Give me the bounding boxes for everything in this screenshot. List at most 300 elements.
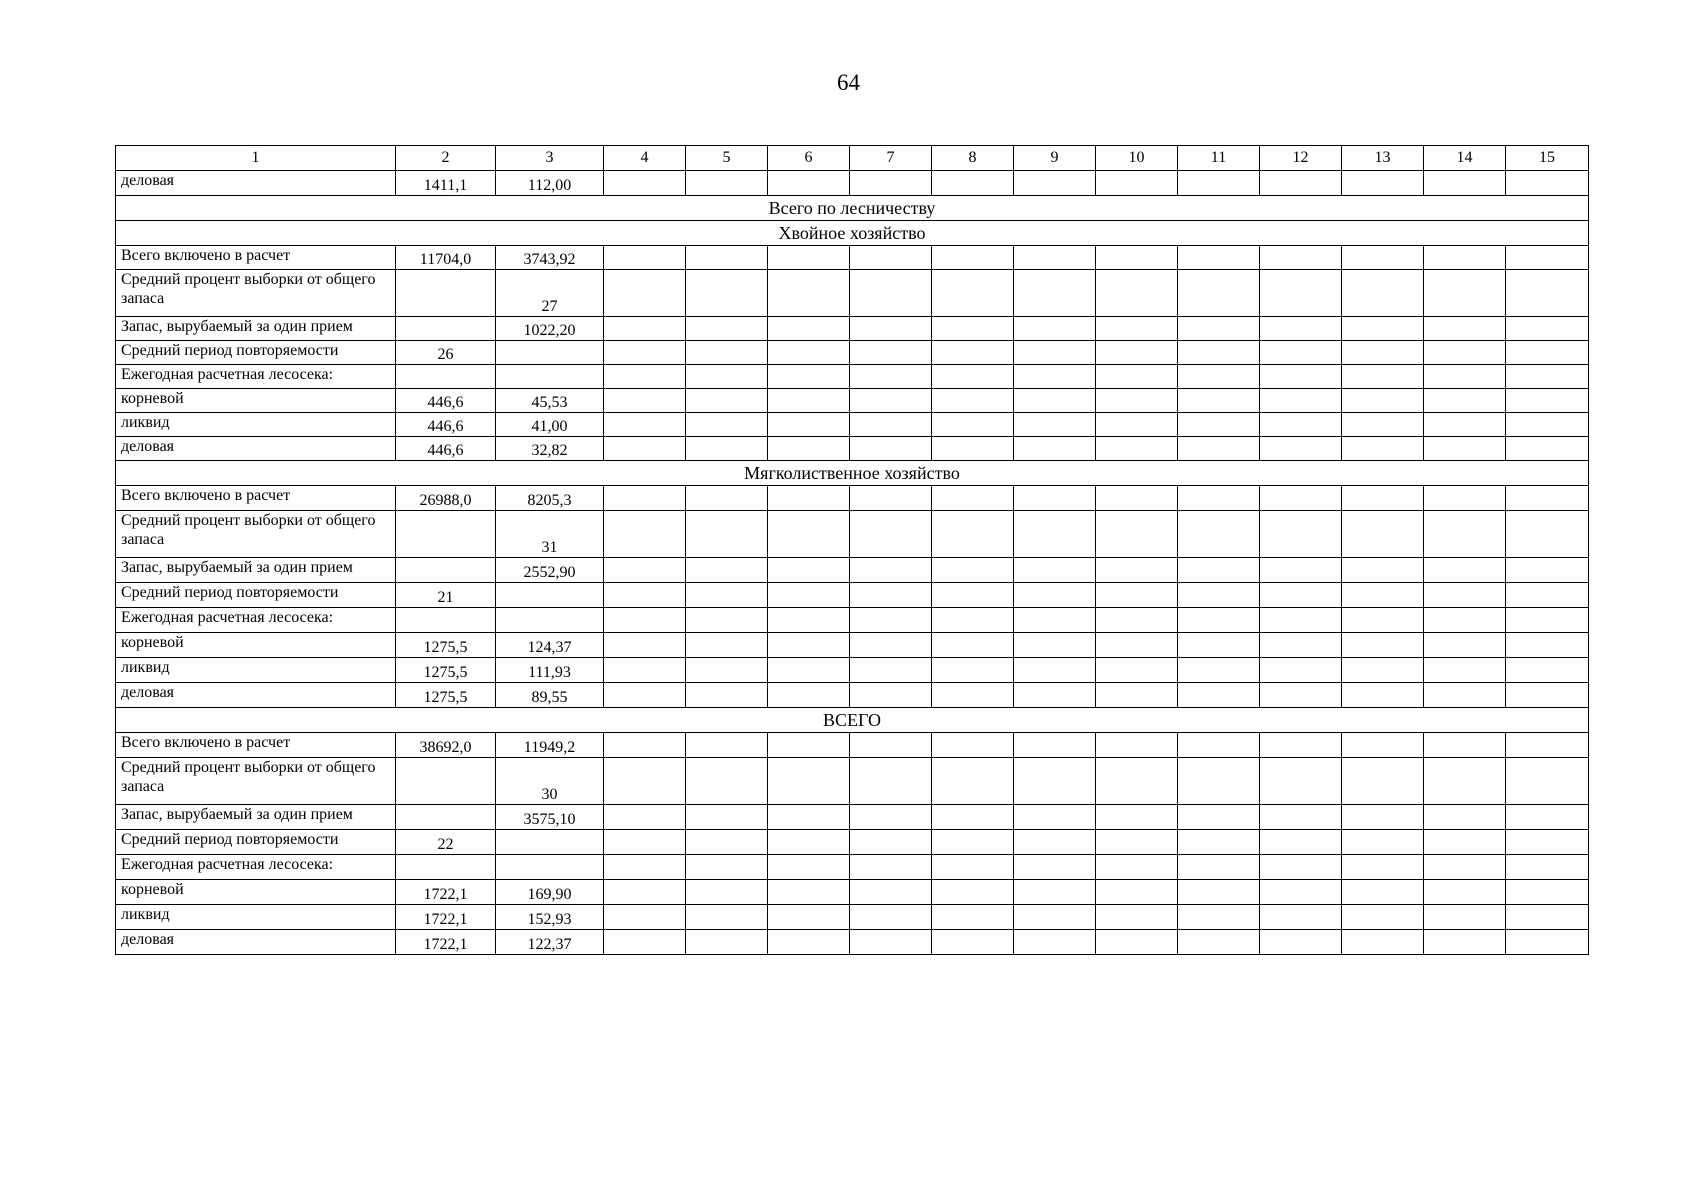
- empty-cell: [1506, 486, 1589, 511]
- empty-cell: [1506, 733, 1589, 758]
- value-cell-c3: 3743,92: [496, 246, 604, 270]
- table-row: [116, 583, 1589, 608]
- empty-cell: [1260, 511, 1342, 558]
- section-title: Хвойное хозяйство: [116, 221, 1589, 246]
- empty-cell: [1178, 511, 1260, 558]
- empty-cell: [1506, 608, 1589, 633]
- empty-cell: [1178, 558, 1260, 583]
- empty-cell: [1096, 583, 1178, 608]
- table-row: [116, 758, 1589, 805]
- empty-cell: [686, 171, 768, 196]
- empty-cell: [604, 658, 686, 683]
- section-header-row: [116, 221, 1589, 246]
- empty-cell: [850, 830, 932, 855]
- empty-cell: [850, 511, 932, 558]
- value-cell-c3: [496, 608, 604, 633]
- empty-cell: [1014, 830, 1096, 855]
- empty-cell: [768, 413, 850, 437]
- empty-cell: [932, 341, 1014, 365]
- header-cell: 14: [1424, 146, 1506, 171]
- empty-cell: [1506, 880, 1589, 905]
- empty-cell: [1506, 683, 1589, 708]
- empty-cell: [1014, 437, 1096, 461]
- empty-cell: [768, 558, 850, 583]
- empty-cell: [604, 930, 686, 955]
- empty-cell: [1096, 733, 1178, 758]
- empty-cell: [1096, 830, 1178, 855]
- empty-cell: [1506, 413, 1589, 437]
- empty-cell: [1424, 608, 1506, 633]
- empty-cell: [768, 905, 850, 930]
- empty-cell: [1424, 558, 1506, 583]
- value-cell-c3: [496, 855, 604, 880]
- value-cell-c3: 31: [496, 511, 604, 558]
- empty-cell: [932, 437, 1014, 461]
- empty-cell: [1342, 246, 1424, 270]
- value-cell-c3: 112,00: [496, 171, 604, 196]
- empty-cell: [932, 758, 1014, 805]
- empty-cell: [1342, 758, 1424, 805]
- value-cell-c3: 41,00: [496, 413, 604, 437]
- empty-cell: [1506, 758, 1589, 805]
- empty-cell: [1178, 830, 1260, 855]
- row-label: Всего включено в расчет: [116, 486, 396, 511]
- empty-cell: [1506, 341, 1589, 365]
- empty-cell: [1096, 930, 1178, 955]
- empty-cell: [932, 389, 1014, 413]
- row-label: Средний период повторяемости: [116, 830, 396, 855]
- empty-cell: [850, 758, 932, 805]
- empty-cell: [1424, 658, 1506, 683]
- value-cell-c3: 27: [496, 270, 604, 317]
- empty-cell: [1342, 171, 1424, 196]
- empty-cell: [850, 341, 932, 365]
- empty-cell: [768, 341, 850, 365]
- empty-cell: [1014, 658, 1096, 683]
- table-row: [116, 805, 1589, 830]
- row-label: Всего включено в расчет: [116, 246, 396, 270]
- empty-cell: [604, 389, 686, 413]
- header-cell: 4: [604, 146, 686, 171]
- section-header-row: [116, 196, 1589, 221]
- header-cell: 8: [932, 146, 1014, 171]
- value-cell-c2: 1722,1: [396, 880, 496, 905]
- header-cell: 10: [1096, 146, 1178, 171]
- empty-cell: [1506, 930, 1589, 955]
- empty-cell: [686, 880, 768, 905]
- empty-cell: [850, 733, 932, 758]
- value-cell-c3: [496, 341, 604, 365]
- empty-cell: [1342, 830, 1424, 855]
- empty-cell: [850, 930, 932, 955]
- value-cell-c2: 26: [396, 341, 496, 365]
- empty-cell: [932, 830, 1014, 855]
- empty-cell: [1424, 855, 1506, 880]
- empty-cell: [850, 633, 932, 658]
- empty-cell: [1260, 658, 1342, 683]
- empty-cell: [1342, 633, 1424, 658]
- header-cell: 1: [116, 146, 396, 171]
- empty-cell: [1178, 486, 1260, 511]
- empty-cell: [604, 437, 686, 461]
- empty-cell: [1260, 389, 1342, 413]
- empty-cell: [1178, 855, 1260, 880]
- table-row: [116, 511, 1589, 558]
- empty-cell: [1260, 413, 1342, 437]
- empty-cell: [686, 270, 768, 317]
- value-cell-c2: [396, 511, 496, 558]
- empty-cell: [604, 805, 686, 830]
- row-label: Запас, вырубаемый за один прием: [116, 558, 396, 583]
- empty-cell: [768, 608, 850, 633]
- empty-cell: [932, 733, 1014, 758]
- empty-cell: [1260, 733, 1342, 758]
- empty-cell: [1424, 805, 1506, 830]
- empty-cell: [1178, 930, 1260, 955]
- row-label: ликвид: [116, 658, 396, 683]
- empty-cell: [1342, 511, 1424, 558]
- empty-cell: [1424, 437, 1506, 461]
- empty-cell: [850, 805, 932, 830]
- empty-cell: [932, 880, 1014, 905]
- empty-cell: [768, 733, 850, 758]
- empty-cell: [1260, 341, 1342, 365]
- empty-cell: [850, 658, 932, 683]
- empty-cell: [1178, 246, 1260, 270]
- empty-cell: [1178, 758, 1260, 805]
- empty-cell: [768, 437, 850, 461]
- table-row: [116, 437, 1589, 461]
- empty-cell: [1260, 880, 1342, 905]
- empty-cell: [686, 246, 768, 270]
- row-label: Ежегодная расчетная лесосека:: [116, 365, 396, 389]
- empty-cell: [1424, 270, 1506, 317]
- empty-cell: [1260, 171, 1342, 196]
- table-row: [116, 633, 1589, 658]
- empty-cell: [1096, 486, 1178, 511]
- empty-cell: [1424, 583, 1506, 608]
- empty-cell: [768, 830, 850, 855]
- empty-cell: [932, 583, 1014, 608]
- value-cell-c2: [396, 608, 496, 633]
- value-cell-c2: 446,6: [396, 437, 496, 461]
- empty-cell: [1014, 683, 1096, 708]
- row-label: деловая: [116, 171, 396, 196]
- empty-cell: [1424, 486, 1506, 511]
- empty-cell: [1014, 246, 1096, 270]
- row-label: Запас, вырубаемый за один прием: [116, 317, 396, 341]
- empty-cell: [932, 171, 1014, 196]
- row-label: Ежегодная расчетная лесосека:: [116, 608, 396, 633]
- value-cell-c2: 446,6: [396, 389, 496, 413]
- row-label: корневой: [116, 633, 396, 658]
- empty-cell: [1424, 365, 1506, 389]
- empty-cell: [1014, 608, 1096, 633]
- empty-cell: [932, 855, 1014, 880]
- value-cell-c3: 32,82: [496, 437, 604, 461]
- value-cell-c2: 38692,0: [396, 733, 496, 758]
- empty-cell: [1424, 317, 1506, 341]
- row-label: Средний процент выборки от общего запаса: [116, 270, 396, 317]
- empty-cell: [1506, 511, 1589, 558]
- empty-cell: [604, 486, 686, 511]
- table-row: [116, 246, 1589, 270]
- empty-cell: [850, 855, 932, 880]
- row-label: Средний процент выборки от общего запаса: [116, 511, 396, 558]
- empty-cell: [1096, 365, 1178, 389]
- empty-cell: [1342, 486, 1424, 511]
- empty-cell: [932, 511, 1014, 558]
- empty-cell: [1096, 805, 1178, 830]
- row-label: Средний период повторяемости: [116, 341, 396, 365]
- header-cell: 15: [1506, 146, 1589, 171]
- empty-cell: [604, 246, 686, 270]
- table-row: [116, 317, 1589, 341]
- empty-cell: [1096, 511, 1178, 558]
- empty-cell: [1424, 880, 1506, 905]
- empty-cell: [1096, 905, 1178, 930]
- value-cell-c2: [396, 758, 496, 805]
- empty-cell: [1178, 905, 1260, 930]
- empty-cell: [1014, 365, 1096, 389]
- empty-cell: [768, 805, 850, 830]
- empty-cell: [604, 413, 686, 437]
- empty-cell: [1178, 658, 1260, 683]
- empty-cell: [1096, 171, 1178, 196]
- empty-cell: [1424, 905, 1506, 930]
- header-cell: 2: [396, 146, 496, 171]
- value-cell-c2: 22: [396, 830, 496, 855]
- empty-cell: [1178, 633, 1260, 658]
- empty-cell: [768, 583, 850, 608]
- empty-cell: [604, 171, 686, 196]
- empty-cell: [604, 855, 686, 880]
- value-cell-c3: 3575,10: [496, 805, 604, 830]
- empty-cell: [768, 758, 850, 805]
- table-row: [116, 608, 1589, 633]
- empty-cell: [1014, 905, 1096, 930]
- empty-cell: [932, 805, 1014, 830]
- empty-cell: [1096, 608, 1178, 633]
- empty-cell: [1424, 171, 1506, 196]
- empty-cell: [850, 365, 932, 389]
- empty-cell: [686, 317, 768, 341]
- value-cell-c3: [496, 830, 604, 855]
- row-label: корневой: [116, 880, 396, 905]
- empty-cell: [1260, 930, 1342, 955]
- empty-cell: [850, 413, 932, 437]
- empty-cell: [1342, 930, 1424, 955]
- empty-cell: [850, 608, 932, 633]
- value-cell-c2: [396, 317, 496, 341]
- empty-cell: [686, 511, 768, 558]
- empty-cell: [1096, 270, 1178, 317]
- value-cell-c2: 1722,1: [396, 930, 496, 955]
- empty-cell: [768, 511, 850, 558]
- empty-cell: [686, 365, 768, 389]
- empty-cell: [1096, 880, 1178, 905]
- empty-cell: [768, 365, 850, 389]
- header-cell: 13: [1342, 146, 1424, 171]
- empty-cell: [1014, 583, 1096, 608]
- empty-cell: [932, 608, 1014, 633]
- empty-cell: [1096, 437, 1178, 461]
- value-cell-c2: 1275,5: [396, 683, 496, 708]
- table-row: [116, 683, 1589, 708]
- empty-cell: [850, 437, 932, 461]
- empty-cell: [1260, 486, 1342, 511]
- empty-cell: [686, 486, 768, 511]
- table-row: [116, 905, 1589, 930]
- empty-cell: [768, 658, 850, 683]
- value-cell-c2: 1411,1: [396, 171, 496, 196]
- empty-cell: [1178, 341, 1260, 365]
- value-cell-c3: 124,37: [496, 633, 604, 658]
- empty-cell: [1342, 855, 1424, 880]
- table-row: [116, 365, 1589, 389]
- empty-cell: [1096, 413, 1178, 437]
- empty-cell: [1506, 830, 1589, 855]
- empty-cell: [1178, 583, 1260, 608]
- empty-cell: [768, 317, 850, 341]
- empty-cell: [1096, 633, 1178, 658]
- empty-cell: [1260, 246, 1342, 270]
- empty-cell: [1506, 317, 1589, 341]
- value-cell-c3: 89,55: [496, 683, 604, 708]
- empty-cell: [1342, 413, 1424, 437]
- empty-cell: [1014, 171, 1096, 196]
- empty-cell: [686, 341, 768, 365]
- page-number: 64: [837, 70, 860, 95]
- empty-cell: [1260, 558, 1342, 583]
- empty-cell: [1424, 389, 1506, 413]
- empty-cell: [768, 633, 850, 658]
- empty-cell: [1178, 805, 1260, 830]
- empty-cell: [686, 683, 768, 708]
- section-header-row: [116, 708, 1589, 733]
- empty-cell: [686, 930, 768, 955]
- empty-cell: [686, 805, 768, 830]
- empty-cell: [604, 880, 686, 905]
- empty-cell: [932, 905, 1014, 930]
- empty-cell: [686, 389, 768, 413]
- empty-cell: [686, 905, 768, 930]
- section-title: ВСЕГО: [116, 708, 1589, 733]
- table-row: [116, 389, 1589, 413]
- empty-cell: [768, 930, 850, 955]
- value-cell-c2: [396, 805, 496, 830]
- header-cell: 12: [1260, 146, 1342, 171]
- empty-cell: [932, 246, 1014, 270]
- empty-cell: [686, 437, 768, 461]
- empty-cell: [1014, 511, 1096, 558]
- empty-cell: [1260, 855, 1342, 880]
- empty-cell: [768, 486, 850, 511]
- empty-cell: [1506, 171, 1589, 196]
- empty-cell: [1014, 633, 1096, 658]
- value-cell-c3: 30: [496, 758, 604, 805]
- table-row: [116, 558, 1589, 583]
- empty-cell: [1096, 558, 1178, 583]
- row-label: Ежегодная расчетная лесосека:: [116, 855, 396, 880]
- empty-cell: [1342, 880, 1424, 905]
- empty-cell: [1506, 558, 1589, 583]
- value-cell-c2: 26988,0: [396, 486, 496, 511]
- empty-cell: [1342, 437, 1424, 461]
- value-cell-c3: 8205,3: [496, 486, 604, 511]
- empty-cell: [932, 683, 1014, 708]
- empty-cell: [1014, 880, 1096, 905]
- empty-cell: [850, 317, 932, 341]
- value-cell-c2: 1722,1: [396, 905, 496, 930]
- empty-cell: [1260, 758, 1342, 805]
- empty-cell: [768, 683, 850, 708]
- empty-cell: [932, 558, 1014, 583]
- empty-cell: [1506, 583, 1589, 608]
- value-cell-c3: 45,53: [496, 389, 604, 413]
- empty-cell: [1424, 341, 1506, 365]
- table-row: [116, 270, 1589, 317]
- empty-cell: [768, 855, 850, 880]
- value-cell-c3: 2552,90: [496, 558, 604, 583]
- row-label: деловая: [116, 930, 396, 955]
- empty-cell: [1342, 558, 1424, 583]
- empty-cell: [768, 270, 850, 317]
- value-cell-c2: 446,6: [396, 413, 496, 437]
- column-number-header-row: [116, 146, 1589, 171]
- empty-cell: [686, 633, 768, 658]
- empty-cell: [768, 389, 850, 413]
- empty-cell: [1342, 905, 1424, 930]
- empty-cell: [1342, 805, 1424, 830]
- empty-cell: [1178, 389, 1260, 413]
- value-cell-c2: [396, 270, 496, 317]
- section-header-row: [116, 461, 1589, 486]
- header-cell: 3: [496, 146, 604, 171]
- row-label: деловая: [116, 437, 396, 461]
- empty-cell: [1178, 317, 1260, 341]
- empty-cell: [850, 270, 932, 317]
- empty-cell: [1178, 608, 1260, 633]
- value-cell-c3: 169,90: [496, 880, 604, 905]
- header-cell: 6: [768, 146, 850, 171]
- empty-cell: [932, 365, 1014, 389]
- header-cell: 9: [1014, 146, 1096, 171]
- empty-cell: [1424, 830, 1506, 855]
- empty-cell: [850, 905, 932, 930]
- empty-cell: [1342, 317, 1424, 341]
- empty-cell: [1014, 855, 1096, 880]
- empty-cell: [1342, 608, 1424, 633]
- empty-cell: [1342, 583, 1424, 608]
- row-label: Средний процент выборки от общего запаса: [116, 758, 396, 805]
- empty-cell: [1342, 733, 1424, 758]
- empty-cell: [1342, 683, 1424, 708]
- row-label: деловая: [116, 683, 396, 708]
- empty-cell: [1260, 633, 1342, 658]
- section-title: Мягколиственное хозяйство: [116, 461, 1589, 486]
- empty-cell: [850, 389, 932, 413]
- empty-cell: [604, 830, 686, 855]
- empty-cell: [604, 317, 686, 341]
- value-cell-c3: 122,37: [496, 930, 604, 955]
- empty-cell: [1014, 758, 1096, 805]
- empty-cell: [1424, 930, 1506, 955]
- empty-cell: [1506, 658, 1589, 683]
- value-cell-c2: 21: [396, 583, 496, 608]
- empty-cell: [604, 341, 686, 365]
- header-cell: 7: [850, 146, 932, 171]
